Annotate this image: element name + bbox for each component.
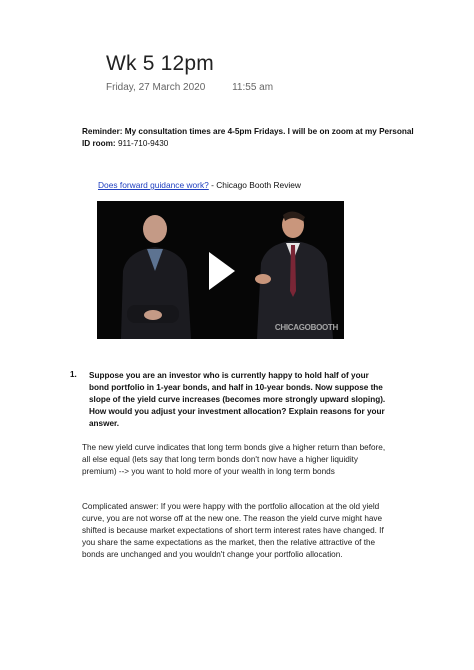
article-source: - Chicago Booth Review [211,180,301,190]
answer-paragraph: The new yield curve indicates that long term bonds give a higher return than before, all else equal (lets say that long term bonds don't now have a higher liquidity premium) --> you want to hold more of your wealth in long term bonds [82,443,386,476]
page-date: Friday, 27 March 2020 [106,82,206,93]
zoom-room-id: 911-710-9430 [117,139,169,148]
page-title: Wk 5 12pm [106,52,214,75]
question-number: 1. [70,370,77,379]
resource-line [98,180,301,190]
page-meta [106,82,273,93]
page-time: 11:55 am [232,82,274,93]
video-watermark: CHICAGOBOOTH [274,323,338,332]
reminder-text: Reminder: My consultation times are 4-5pm Fridays. I will be on zoom at my Personal ID room: [82,127,414,148]
article-link[interactable]: Does forward guidance work? [98,180,209,190]
video-player[interactable] [97,201,344,339]
question-text: Suppose you are an investor who is currently happy to hold half of your bond portfolio in 1-year bonds, and half in 10-year bonds. Now suppose the slope of the yield curve increases (becomes more strongly upward sloping). How would you adjust your investment allocation? Explain reasons for your answer. [89,371,386,428]
answer-paragraph-complicated: Complicated answer: If you were happy with the portfolio allocation at the old yield curve, you are not worse off at the new one. The reason the yield curve might have shifted is because market expectations of short term interest rates have changed. If you share the same expectations as the market, then the relative attractive of the bonds are unchanged and you wouldn't change your portfolio allocation. [82,502,384,559]
play-icon[interactable] [209,252,235,290]
reminder-note [82,126,422,150]
